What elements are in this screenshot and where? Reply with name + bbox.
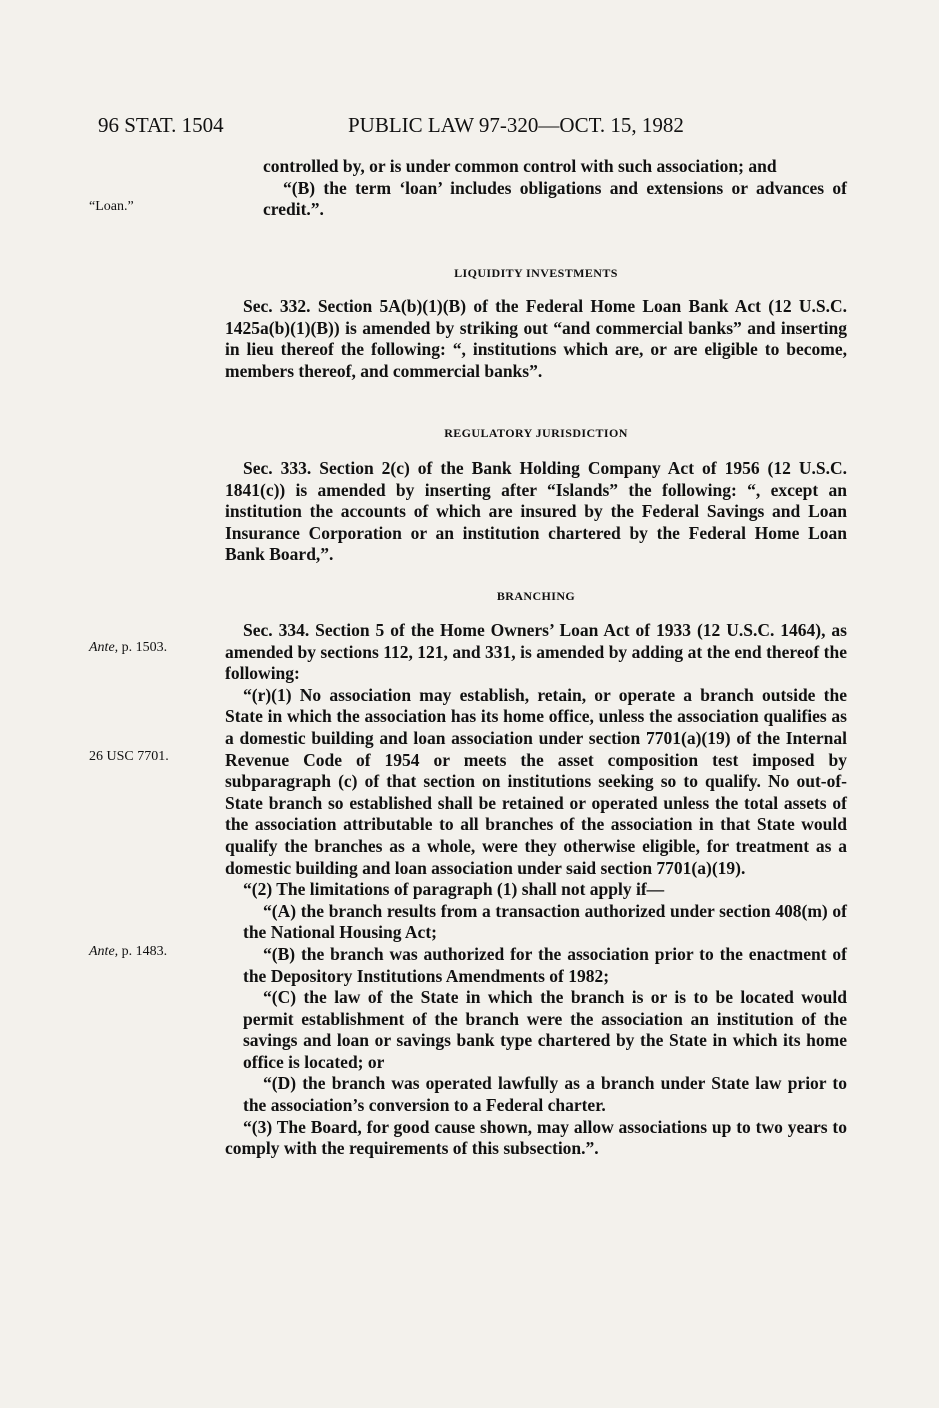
clause-d: “(D) the branch was operated lawfully as a branch under State law prior to the association’s conversion to a Federal charter.: [243, 1073, 847, 1116]
continuation-block: [225, 156, 847, 221]
section-333: [225, 458, 847, 566]
margin-note-ante-1503-page: p. 1503.: [118, 640, 168, 655]
margin-note-loan: “Loan.”: [89, 199, 134, 214]
margin-note-ante-1483: [89, 944, 167, 960]
section-333-text: Sec. 333. Section 2(c) of the Bank Holding Company Act of 1956 (12 U.S.C. 1841(c)) is amended by inserting after “Islands” the following: “, except an institution the accounts of which are insured by the Federal Savings and Loan Insurance Corporation or an institution chartered by the Federal Home Loan Bank Board,”.: [225, 458, 847, 565]
margin-note-ante-1483-page: p. 1483.: [118, 944, 168, 959]
section-332-text: Sec. 332. Section 5A(b)(1)(B) of the Federal Home Loan Bank Act (12 U.S.C. 1425a(b)(1)(B)) is amended by striking out “and commercial banks” and inserting in lieu thereof the following: “, institutions which are, or are eligible to become, members thereof, and commercial banks”.: [225, 296, 847, 381]
running-header-title: PUBLIC LAW 97-320—OCT. 15, 1982: [348, 113, 684, 137]
paragraph-r-3: “(3) The Board, for good cause shown, may allow associations up to two years to comply with the requirements of this subsection.”.: [225, 1116, 847, 1159]
heading-branching: BRANCHING: [496, 589, 576, 603]
paragraph-r-2: “(2) The limitations of paragraph (1) shall not apply if—: [243, 879, 665, 900]
margin-note-ante-1483-italic: Ante,: [89, 944, 119, 959]
margin-note-ante-1503: [89, 640, 167, 656]
page-stat-number: 96 STAT. 1504: [98, 113, 224, 137]
clause-c: “(C) the law of the State in which the branch is or is to be located would permit establishment of the branch were the association an institution of the savings and loan or savings bank type chartered by the State in which its home office is located; or: [243, 987, 847, 1072]
clause-a: “(A) the branch results from a transaction authorized under section 408(m) of the National Housing Act;: [243, 900, 847, 943]
section-334-intro: Sec. 334. Section 5 of the Home Owners’ Loan Act of 1933 (12 U.S.C. 1464), as amended by sections 112, 121, and 331, is amended by adding at the end thereof the following:: [225, 620, 847, 684]
definition-loan-paragraph: “(B) the term ‘loan’ includes obligations and extensions or advances of credit.”.: [263, 177, 847, 220]
section-334: [225, 620, 847, 1160]
continuation-paragraph: controlled by, or is under common control with such association; and: [263, 156, 777, 176]
paragraph-r-1: “(r)(1) No association may establish, retain, or operate a branch outside the State in which the association has its home office, unless the association qualifies as a domestic building and loan association under section 7701(a)(19) of the Internal Revenue Code of 1954 or meets the asset composition test imposed by subparagraph (c) of that section on institutions seeking so to qualify. No out-of-State branch so established shall be retained or operated unless the total assets of the association attributable to all branches of the association in that State would qualify the branches as a whole, were they otherwise eligible, for treatment as a domestic building and loan association under said section 7701(a)(19).: [225, 684, 847, 878]
heading-regulatory-jurisdiction: REGULATORY JURISDICTION: [444, 426, 628, 440]
heading-liquidity-investments: LIQUIDITY INVESTMENTS: [454, 266, 618, 280]
margin-note-ante-1503-italic: Ante,: [89, 640, 119, 655]
section-332: [225, 296, 847, 382]
clause-b: “(B) the branch was authorized for the association prior to the enactment of the Depository Institutions Amendments of 1982;: [243, 943, 847, 986]
margin-note-26-usc-7701: 26 USC 7701.: [89, 749, 169, 764]
